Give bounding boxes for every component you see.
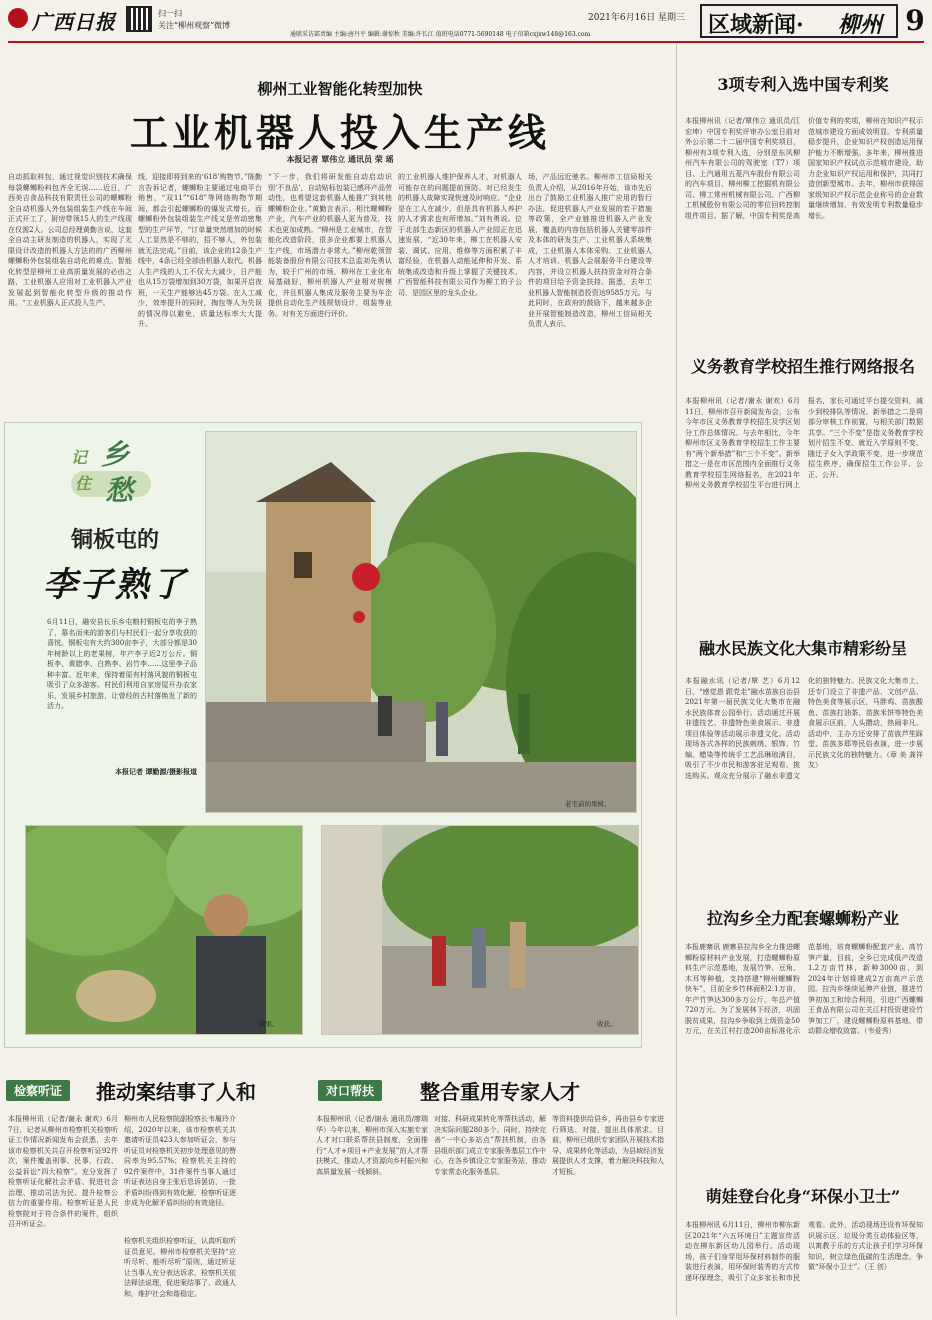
article-patents-text: 本报柳州讯（记者/覃伟立 通讯员/江宏坤）中国专利奖评审办公室日前对外公示第二十二届中国专利奖项目，柳州有3项专利入选，分别是东风柳州汽车有限公司的驾驶室（T7）项目、上汽通用五菱汽车股份有限公司的汽车项目、柳州柳工挖掘机有限公司、柳工常州机械有限公司、广西柳工机械股份有限公司的零位回转控制组件项目。据了解，中国专利奖是高价值专利的奖项，柳州在知识产权示范城市建设方面成效明显。专利质量稳步提升，企业知识产权创造运用保护能力不断增强。多年来，柳州推进国家知识产权试点示范城市建设，助力企业知识产权运用和保护，共同打造创新型城市。去年，柳州市获得国家级知识产权示范企业称号的企业数量继续增加，有效发明专利数量稳步增长。: [685, 117, 923, 220]
main-photo: [205, 431, 637, 813]
article-experts: [316, 1060, 676, 1316]
qr-code-icon: [126, 6, 152, 32]
article-culture-title: 融水民族文化大集市精彩纷呈: [698, 639, 907, 658]
right-photo: [321, 825, 639, 1035]
article-environment-text: 本报柳州讯 6月11日，柳州市柳东新区2021年“六五环境日”主题宣传活动在柳东新区幼儿园举行。活动现场，孩子们身穿用环保材料制作的服装进行表演，用环保时装秀的方式传递环保理念，吸引了众多家长和市民观看。此外，活动现场还设有环保知识展示区、垃圾分类互动体验区等，以寓教于乐的方式让孩子们学习环保知识，树立绿色低碳的生活理念，争做“环保小卫士”。（王 创）: [685, 1221, 923, 1282]
article-col-2: 柳州市人民检察院副检察长韦履玲介绍，2020年以来，该市检察机关共邀请听证员423人参加听证会，参与听证员对检察机关初步处理意见的赞同率为95.57%；检察机关主持的92件案件中，31件案件当事人通过听证表达自身主张后息诉罢访，一批矛盾纠纷得到有效化解，检察听证逐步成为化解矛盾纠纷的有效途径。: [124, 1115, 236, 1207]
harvest-photo-image: [322, 826, 638, 1034]
badge-word-4: 愁: [105, 474, 134, 507]
article-luosifen-title: 拉沟乡全力配套螺蛳粉产业: [706, 909, 899, 928]
feature-block: [4, 422, 642, 1048]
lead-col-1: 自动抓取料包，通过视觉识别技术确保每袋螺蛳粉料包齐全无误……近日，广西美吉食品科技有限责任公司的螺蛳粉全自动机器人外包装组装生产线在车间正式开工了，厨房带领15人的生产线现在仅需2人。公司总经理黄勤言说，这套全自动主研发制造的机器人，实现了无限设计改造的机器人方法的的广西柳州螺蛳粉外包装组装自动化的难点。智能化转型是柳州工业高质量发展的必由之路，工业机器人应用对工业机器人产业发展起到智能化转型升级的推动作用。“工业机器人正式投入生产。: [8, 173, 132, 307]
article-luosifen-text: 本报鹿寨讯 鹿寨县拉沟乡全力推进螺蛳粉原材料产业发展，打造螺蛳粉原料生产示范基地，发展竹笋、豆角、木耳等种植，支持搭建“柳州螺蛳粉快车”，目前全乡竹林面积2.1万亩，年产竹笋达300多万公斤，年总产值720万元。为了发展林下经济，巩固脱贫成果，拉沟乡争取到上级资金50万元，在关江村打造200亩标准化示范基地，培育螺蛳粉配套产业。高竹笋产量，目前，全乡已完成低产改造1.2万亩竹林，新种3000亩，到2024年计划将建成2万亩高产示范园。拉沟乡继续延伸产业链，推进竹笋初加工和综合利用，引进广西螺蛳王食品有限公司在关江村投资建设竹笋加工厂，建设螺蛳粉原料基地，带动群众增收致富。（韦爱秀）: [685, 943, 923, 1035]
right-column: [676, 44, 929, 1316]
badge-word-2: 住: [75, 474, 92, 493]
section-tag: 检察听证: [6, 1080, 70, 1101]
feature-text: 6月11日，融安县长乐乡屯粮村铜板屯的李子熟了，慕名而来的游客们与村民们一起分享收获的喜悦。铜板屯有大约300亩李子，大部分都是30年树龄以上的老果树，年产李子近2万公斤。铜板李、黄腊李、白熟李、岩竹李……这里李子品种丰富。近年来，保持着原有村落风貌的铜板屯吸引了众多游客。村民们利用自家房屋开办农家乐，发展乡村旅游，让曾经的古村落焕发了新的活力。: [47, 618, 197, 710]
lead-title: 工业机器人投入生产线: [129, 110, 550, 155]
newspaper-logo: 广西日报: [32, 10, 116, 34]
right-photo-caption: 收获。: [597, 1020, 617, 1028]
left-photo-caption: 摘果。: [259, 1020, 279, 1028]
feature-title-2: 李子熟了: [43, 565, 187, 605]
lead-col-4: 的工业机器人维护保养人才，对机器人可能存在的问题提前预防。对已经发生的机器人故障实现快速及时响应。“企业是在工人在减少，但是具有机器人养护的人才需求也有所增加。”刘有勇说。位于北部生态新区的机器人产业园正在迅速发展，“近30年来，柳工在机器人安装、调试、应用、维修等方面积累了丰富经验，在机器人动能延伸和开发、系统集成改造和升级上掌握了关键技术，广西智能科技有限公司作为柳工的子公司，是园区里的龙头企业。: [398, 173, 522, 297]
article-title: 整合重用专家人才: [420, 1080, 580, 1104]
section-tag: 对口帮扶: [318, 1080, 382, 1101]
qr-line2: 关注“柳州观察”微博: [158, 21, 231, 30]
article-col-1: 本报柳州讯（记者/谢永 通讯员/廖瑞华）今年以来，柳州市深入实施专家人才对口联系帮扶县制度，全面推行“人才+项目+产业发展”的人才帮扶模式，推动人才资源向乡村振兴和高质量发展一线倾斜。: [316, 1115, 428, 1176]
badge-word-1: 记: [71, 448, 88, 467]
date-line: 2021年6月16日 星期三: [588, 13, 685, 23]
qr-line1: 扫一扫: [158, 9, 182, 18]
page-number: 9: [905, 4, 925, 37]
editors-line: 通联采访部责编 主编:唐丹平 编辑:谢惊秋 美编:许长江 值班电话0771-5690148 电子信箱cxjxw148@163.com: [290, 31, 591, 38]
section-title: 区域新闻·: [708, 12, 804, 38]
feature-title-1: 铜板屯的: [70, 527, 159, 553]
main-photo-caption: 老宅前的果树。: [565, 800, 611, 808]
article-title: 推动案结事了人和: [96, 1080, 256, 1104]
article-enrollment-title: 义务教育学校招生推行网络报名: [690, 357, 915, 376]
masthead: [0, 0, 932, 44]
badge-word-3: 乡: [101, 438, 130, 471]
article-culture-text: 本报融水讯（记者/覃 艺）6月12日，“感觉恩 跟党走”融水苗族自治县2021年第一届民族文化大集市在融水民族体育公园举行。活动通过开展非遗技艺、非遗特色美食展示、非遗项目体验等活动展示非遗文化。活动现场各式各样的民族刺绣、银饰、竹编、蜡染等传统手工艺品琳琅满目，吸引了不少市民和游客驻足观看、挑选购买。观众充分展示了融水非遗文化的独特魅力。民族文化大集市上，还专门设立了非遗产品、文创产品、特色美食等展示区，马胖鸡、苗族酸鱼、苗族打油茶、苗族米饼等特色美食展示区前，人头攒动，热闹非凡。活动中，主办方还安排了苗族芦笙踩堂、苗族多耶等民俗表演，进一步展示民族文化的独特魅力。（章 美 龚祥友）: [685, 677, 923, 780]
article-col-3: 检察机关组织检察听证，认真听取听证员意见。柳州市检察机关坚持“应听尽听、能听尽听”原则，通过听证让当事人充分表达诉求，检察机关依法释法说理，促进案结事了、政通人和，维护社会和谐稳定。: [124, 1237, 236, 1298]
lead-col-3: “下一步，我们将研发能自动启动识别‘不良品’，自动贴标包装已感环产品劳动性，也希望这套机器人能推广到其他螺蛳粉企业。”黄勤言表示。相比螺蛳粉产业，汽车产业的机器人更为普及，技术也更加成熟。“柳州是工业城市，在智能化改造阶段，很多企业都要上机器人生产线，市场潜力非常大。”柳州乾领智能装备股份有限公司技术总监刘先勇认为，较于广州的市场，柳州在工业化布局基础好，柳州机器人产业相对规模化，并且机器人集成及服务主要为车企提供自动化生产线规划设计，组装等业务。对有关方面进行评价。: [268, 173, 392, 318]
lead-col-2: 线，迎接即将到来的‘618’购物节。”陈勤言告诉记者，螺蛳粉主要通过电商平台销售，“双11”“618”等网络购物节期间，都会引起螺蛳粉的爆发式增长。而螺蛳粉外包装组装生产线又是劳动密集型的生产环节，“订单量突然增加的时候人工显然是不够的，招不够人，外包装就无法完成。”目前，该企业的12条生产线中，4条已经全部由机器人取代。机器人生产线的人工不仅大大减少，日产能也从15万袋增加到30万袋，如果开启夜班，一天生产能够达45万袋。在人工减少，效率提升的同时，掏包等人为失误的情况得以避免，质量达标率大大提升。: [138, 173, 262, 328]
article-enrollment-text: 本报柳州讯（记者/谢永 谢欢）6月11日，柳州市召开新闻发布会，公布今年市区义务教育学校招生及学区划分工作总体情况。与去年相比，今年柳州市区义务教育学校招生工作主要有“两个新举措”和“三个不变”。新举措之一是在市区范围内全面推行义务教育学校招生网络报名，在2021年柳州义务教育学校招生平台进行网上报名，家长可通过平台提交资料，减少到校排队等情况。新举措之二是将部分审核工作前置，与相关部门数据共享。“三个不变”是指义务教育学校划片招生不变、就近入学原则不变、随迁子女入学政策不变，进一步规范招生秩序，确保招生工作公平、公正、公开。: [685, 397, 923, 489]
feature-credit: 本报记者 谭勤源/摄影报道: [115, 767, 197, 776]
article-col-1: 本报柳州讯（记者/谢永 谢欢）6月7日，记者从柳州市检察机关检察听证工作情况新闻发布会获悉，去年该市检察机关共召开检察听证92件次，案件覆盖刑事、民事、行政、公益诉讼“四大检察”。充分发挥了检察听证化解社会矛盾、促进社会治理、推动司法为民、提升检察公信力的重要作用。检察听证是人民检察院对于符合条件的案件，组织召开听证会。: [8, 1115, 118, 1228]
picking-photo-image: [26, 826, 302, 1034]
left-photo: [25, 825, 303, 1035]
article-patents-title: 3项专利入选中国专利奖: [717, 75, 889, 94]
lead-article: [0, 44, 690, 414]
article-col-3: 等资料提供给县乡，再由县乡专家进行筛选、对接，提出具体需求。目前，柳州已组织专家团队开展技术指导、成果转化等活动，为县域经济发展提供人才支撑，着力解决科技和人才短板。: [552, 1115, 664, 1176]
article-environment-title: 萌娃登台化身“环保小卫士”: [705, 1187, 901, 1206]
article-col-2: 对接、科研成果转化等帮扶活动，解决实际问题280多个。同时，持续完善“一中心多站点”帮扶机制，由各县组织部门成立专家服务基层工作中心，在各乡镇设立专家服务站，推动专家常态化服务基层。: [434, 1115, 546, 1176]
lead-kicker: 柳州工业智能化转型加快: [257, 80, 423, 98]
lead-byline: 本报记者 覃伟立 通讯员 荣 瑶: [286, 154, 394, 164]
section-city: 柳州: [838, 12, 883, 38]
village-photo-image: [206, 432, 636, 812]
article-procuratorate: [4, 1060, 304, 1316]
newspaper-logo-icon: [8, 8, 28, 28]
lead-col-5: 场，产品远近驰名。柳州市工信局相关负责人介绍，从2016年开始，该市先后出台了鼓励工业机器人推广应用的暂行办法，促进机器人产业发展的若干措施等政策，全产业链推进机器人产业发展，覆盖的内容包括机器人关键零部件及本体的研发生产、工业机器人系统集成，工业机器人本体采购、工业机器人人才培训、机器人会展服务平台建设等内容，并设立机器人扶持资金对符合条件的项目给予资金扶持。据悉，去年工业机器人智能制造投资达9585万元。与此同时，在政府的鼓励下，越来越多企业开展智能制造改造，柳州工信局相关负责人表示。: [528, 173, 652, 328]
feature-badge: [61, 431, 161, 513]
masthead-rule: [8, 41, 924, 43]
